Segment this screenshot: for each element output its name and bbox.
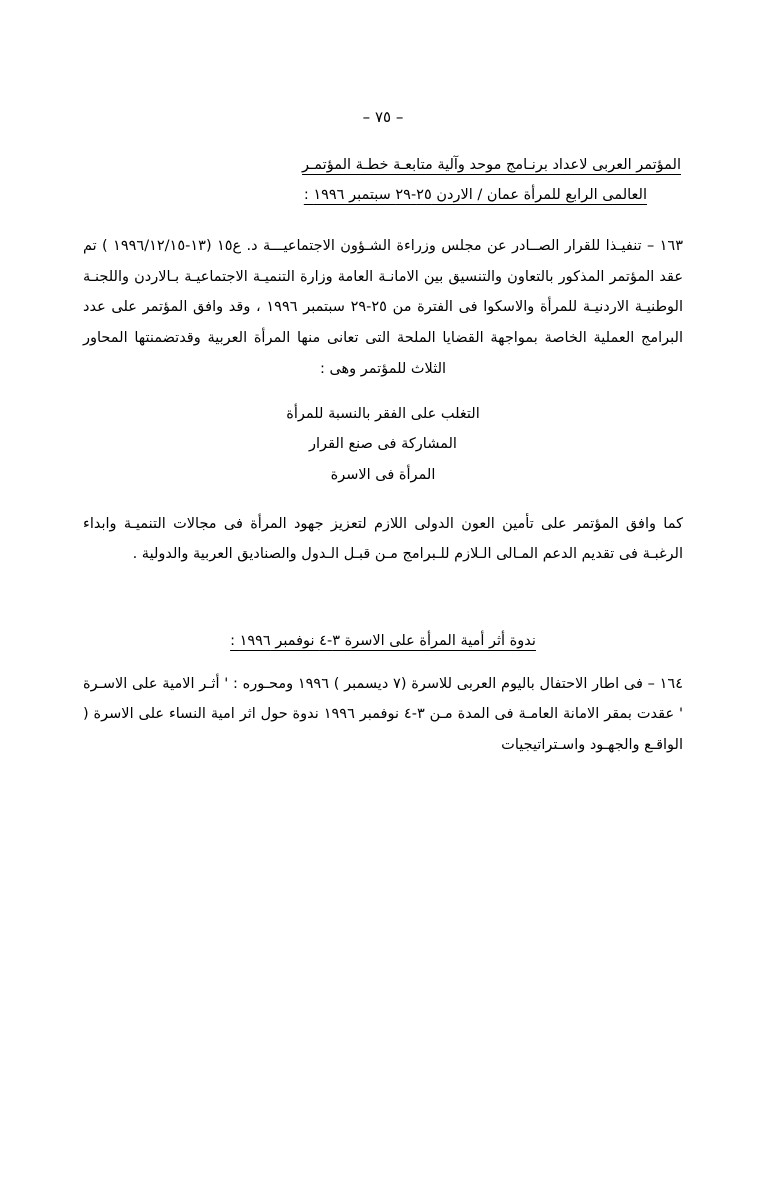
list-item: المرأة فى الاسرة [330,467,436,484]
section-heading [83,150,683,211]
bullet-list [83,399,683,491]
section-2 [83,626,683,761]
list-item: التغلب على الفقر بالنسبة للمرأة [286,405,480,422]
list-item: المشاركة فى صنع القرار [309,436,457,453]
document-body [83,150,683,761]
section-heading-line-1: المؤتمر العربى لاعداد برنـامج موحد وآلية متابعـة خطـة المؤتمـر [302,157,681,173]
section-heading-2-text: ندوة أثر أمية المرأة على الاسرة ٣-٤ نوفمبر ١٩٩٦ : [230,633,536,650]
document-page [0,108,766,1192]
paragraph-163: ١٦٣ – تنفيـذا للقرار الصــادر عن مجلس وزراءة الشـؤون الاجتماعيـــة د. ع١٥ (١٣-١٩٩٦/١٢/١٥ ) تم عقد المؤتمر المذكور بالتعاون والتنسيق بين الامانـة العامة وزارة التنميـة الاجتماعيـة بـالاردن واللجنـة الوطنيـة الاردنيـة للمرأة والاسكوا فى الفترة من ٢٥-٢٩ سبتمبر ١٩٩٦ ، وقد وافق المؤتمر على عدد البرامج العملية الخاصة بمواجهة القضايا الملحة التى تعانى منها المرأة العربية وقدتضمنتها المحاور الثلاث للمؤتمر وهى : [83,237,683,377]
paragraph-164: ١٦٤ – فى اطار الاحتفال باليوم العربى للاسرة (٧ ديسمبر ) ١٩٩٦ ومحـوره : ' أثـر الامية على الاسـرة ' عقدت بمقر الامانة العامـة فى المدة مـن ٣-٤ نوفمبر ١٩٩٦ ندوة حول اثر امية النساء على الاسرة ( الواقـع والجهـود واسـتراتيجيات [83,675,683,754]
section-heading-line-2: العالمى الرابع للمرأة عمان / الاردن ٢٥-٢٩ سبتمبر ١٩٩٦ : [303,187,647,204]
page-number: – ٧٥ – [362,108,404,126]
section-heading-2 [83,626,683,656]
paragraph-closing: كما وافق المؤتمر على تأمين العون الدولى اللازم لتعزيز جهود المرأة فى مجالات التنميـة وابداء الرغبـة فى تقديم الدعم المـالى الـلازم للـبرامج مـن قبـل الـدول والصناديق العربية والدولية . [83,515,683,563]
